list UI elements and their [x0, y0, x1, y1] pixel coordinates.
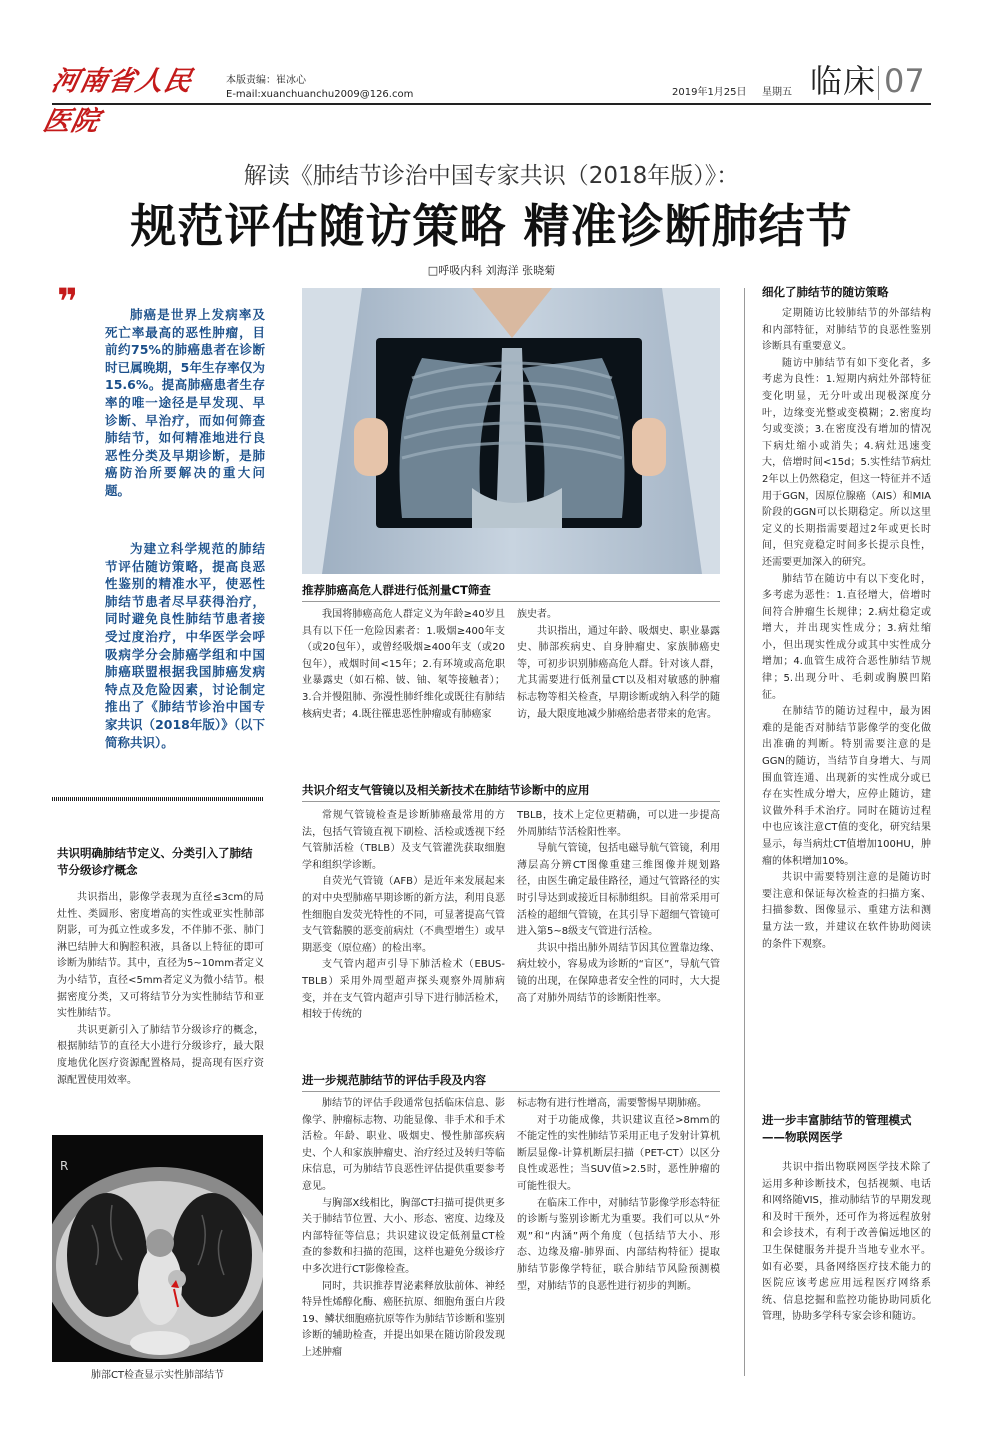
section-body-screening-col1: [302, 607, 505, 723]
paragraph: 共识指出，影像学表现为直径≤3cm的局灶性、类圆形、密度增高的实性或亚实性肺部阴影，可为孤立性或多发，不伴肺不张、肺门淋巴结肿大和胸腔积液，具备以上特征的即可诊断为肺结节。其中，直径为5~10mm者定义为小结节，直径<5mm者定义为微小结节。根据密度分类，又可将结节分为实性肺结节和亚实性肺结节。: [57, 892, 264, 1020]
page-number: 07: [884, 62, 925, 100]
paragraph: 族史者。: [517, 609, 557, 620]
lead-paragraph-1: 肺癌是世界上发病率及死亡率最高的恶性肿瘤，目前约75%的肺癌患者在诊断时已属晚期，5年生存率仅为15.6%。提高肺癌患者生存率的唯一途径是早发现、早诊断、早治疗，而如何筛查肺结节，如何精准地进行良恶性分类及早期诊断，是肺癌防治所要解决的重大问题。: [105, 307, 265, 498]
paragraph: 肺结节在随访中有以下变化时，多考虑为恶性：1.直径增大，倍增时间符合肿瘤生长规律；2.病灶稳定或增大，并出现实性成分；3.病灶缩小，但出现实性成分或其中实性成分增加；4.血管生成符合恶性肺结节规律；5.出现分叶、毛刺或胸膜凹陷征。: [762, 573, 931, 701]
xray-photo: [302, 288, 720, 574]
header-rule: [52, 103, 931, 105]
section-rule: [302, 1091, 720, 1092]
section-heading-screening: 推荐肺癌高危人群进行低剂量CT筛查: [302, 583, 491, 597]
section-body-screening-col2: [517, 607, 720, 723]
issue-weekday: 星期五: [762, 87, 792, 98]
paragraph: 在临床工作中，对肺结节影像学形态特征的诊断与鉴别诊断尤为重要。我们可以从“外观”和“内涵”两个角度（包括结节大小、形态、边缘及瘤-肺界面、内部结构特征）提取肺结节影像学特征，联合肺结节风险预测模型，对肺结节的良恶性进行初步的判断。: [517, 1197, 720, 1292]
paragraph: 导航气管镜，包括电磁导航气管镜，利用薄层高分辨CT图像重建三维图像并规划路径，由医生确定最佳路径，通过气管路径的实时引导达到或接近目标肺组织。目前常采用可活检的超细气管镜，在其引导下超细气管镜可进入第5~8级支气管进行活检。: [517, 843, 720, 938]
section-divider: [878, 66, 879, 100]
section-body-evaluation-col2: [517, 1096, 720, 1295]
paragraph: 与胸部X线相比，胸部CT扫描可提供更多关于肺结节位置、大小、形态、密度、边缘及内部特征等信息；共识建议设定低剂量CT检查的参数和扫描的范围，这样也避免分级诊疗中多次进行CT影像检查。: [302, 1197, 505, 1275]
section-rule: [302, 601, 720, 602]
paragraph: 定期随访比较肺结节的外部结构和内部特征，对肺结节的良恶性鉴别诊断具有重要意义。: [762, 308, 931, 353]
paragraph: 同时，共识推荐胃泌素释放肽前体、神经特异性烯醇化酶、癌胚抗原、细胞角蛋白片段19、鳞状细胞癌抗原等作为肺结节诊断和鉴别诊断的辅助检查，并提出如果在随访阶段发现上述肿瘤: [302, 1280, 505, 1358]
paragraph: 共识中指出物联网医学技术除了运用多种诊断技术，包括视频、电话和网络随VIS，推动肺结节的早期发现和及时干预外，还可作为将远程放射和会诊技术，有利于改善偏远地区的卫生保健服务并提升当地专业水平。如有必要，具备网络医疗技术能力的医院应该考虑应用远程医疗网络系统、信息挖掘和监控功能协助同质化管理，协助多学科专家会诊和随访。: [762, 1162, 931, 1323]
section-body-followup: [762, 306, 931, 953]
paragraph: 支气管内超声引导下肺活检术（EBUS-TBLB）采用外周型超声探头观察外周肺病变，并在支气管内超声引导下进行肺活检术，相较于传统的: [302, 959, 505, 1021]
column-divider: [744, 288, 745, 1376]
lead-divider: [52, 797, 264, 801]
section-body-definition: [57, 890, 264, 1089]
section-name: 临床: [810, 62, 877, 100]
lung-ct-image: [52, 1135, 263, 1362]
section-body-iot-medicine: [762, 1160, 931, 1326]
paragraph: 标志物有进行性增高，需要警惕早期肺癌。: [517, 1098, 707, 1109]
section-heading-iot-medicine: 进一步丰富肺结节的管理模式——物联网医学: [762, 1113, 912, 1144]
paragraph: 肺结节的评估手段通常包括临床信息、影像学、肿瘤标志物、功能显像、非手术和手术活检。年龄、职业、吸烟史、慢性肺部疾病史、个人和家族肿瘤史、治疗经过及转归等临床信息，可为肺结节良恶性评估提供重要参考意见。: [302, 1098, 505, 1192]
ct-orientation-marker: R: [60, 1159, 69, 1173]
paragraph: 共识中需要特别注意的是随访时要注意和保证每次检查的扫描方案、扫描参数、图像显示、重建方法和测量方法一致，并建议在软件协助阅读的条件下观察。: [762, 872, 931, 950]
lead-paragraph-2: 为建立科学规范的肺结节评估随访策略，提高良恶性鉴别的精准水平，使恶性肺结节患者尽早获得治疗，同时避免良性肺结节患者接受过度治疗，中华医学会呼吸病学分会肺癌学组和中国肺癌联盟根据我国肺癌发病特点及危险因素，讨论制定推出了《肺结节诊治中国专家共识（2018年版）》（以下简称共识）。: [105, 541, 265, 750]
section-rule: [302, 801, 720, 802]
section-body-bronchoscopy-col2: [517, 808, 720, 1007]
section-heading-followup: 细化了肺结节的随访策略: [762, 285, 889, 299]
paragraph: 自荧光气管镜（AFB）是近年来发展起来的对中央型肺癌早期诊断的新方法，利用良恶性细胞自发荧光特性的不同，可显著提高气管支气管黏膜的恶变前病灶（不典型增生）或早期恶变（原位癌）的检出率。: [302, 876, 505, 954]
issue-date: 2019年1月25日: [672, 87, 747, 98]
section-heading-evaluation: 进一步规范肺结节的评估手段及内容: [302, 1073, 486, 1087]
paragraph: 常规气管镜检查是诊断肺癌最常用的方法，包括气管镜直视下刷检、活检或透视下经气管肺活检（TBLB）及支气管灌洗获取细胞学和组织学诊断。: [302, 810, 505, 871]
paragraph: 共识指出，通过年龄、吸烟史、职业暴露史、肺部疾病史、自身肿瘤史、家族肺癌史等，可初步识别肺癌高危人群。针对该人群，尤其需要进行低剂量CT以及相对敏感的肿瘤标志物等相关检查，早期诊断或纳入科学的随访，最大限度地减少肺癌给患者带来的危害。: [517, 625, 720, 720]
editor-email: E-mail:xuanchuanchu2009@126.com: [226, 89, 414, 100]
ct-image-caption: 肺部CT检查显示实性肺部结节: [90, 1370, 225, 1381]
section-heading-definition: 共识明确肺结节定义、分类引入了肺结节分级诊疗概念: [57, 846, 253, 877]
newspaper-logo: 河南省人民医院: [40, 66, 196, 137]
paragraph: 随访中肺结节有如下变化者，多考虑为良性：1.短期内病灶外部特征变化明显，无分叶或出现极深度分叶，边缘变光整或变模糊；2.密度均匀或变淡；3.在密度没有增加的情况下病灶缩小或消失；4.病灶迅速变大，倍增时间<15d；5.实性结节病灶2年以上仍然稳定，但这一特征并不适用于GGN，因原位腺癌（AIS）和MIA阶段的GGN可以长期稳定。所以这里定义的长期指需要超过2年或更长时间，但究竟稳定时间多长提示良性，还需要更加深入的研究。: [762, 357, 931, 568]
paragraph: TBLB，技术上定位更精确，可以进一步提高外周肺结节活检阳性率。: [517, 810, 720, 838]
article-byline: □呼吸内科 刘海洋 张晓菊: [427, 264, 556, 277]
article-kicker: 解读《肺结节诊治中国专家共识（2018年版）》：: [243, 163, 740, 189]
paragraph: 共识更新引入了肺结节分级诊疗的概念，根据肺结节的直径大小进行分级诊疗，最大限度地优化医疗资源配置格局，提高现有医疗资源配置使用效率。: [57, 1024, 264, 1086]
paragraph: 对于功能成像，共识建议直径>8mm的不能定性的实性肺结节采用正电子发射计算机断层显像-计算机断层扫描（PET-CT）以区分良性或恶性；当SUV值>2.5时，恶性肿瘤的可能性很大。: [517, 1114, 720, 1192]
article-title: 规范评估随访策略 精准诊断肺结节: [130, 199, 853, 253]
paragraph: 在肺结节的随访过程中，最为困难的是能否对肺结节影像学的变化做出准确的判断。特别需要注意的是GGN的随访，当结节自身增大、与周围血管连通、出现新的实性成分或已存在实性成分增大，应停止随访，建议做外科手术治疗。同时在随访过程中也应该注意CT值的变化，研究结果显示，每当病灶CT值增加100HU，肿瘤的体积增加10%。: [762, 706, 931, 867]
quote-mark-icon: ❜❜: [57, 282, 74, 323]
paragraph: 我国将肺癌高危人群定义为年龄≥40岁且具有以下任一危险因素者：1.吸烟≥400年支（或20包年），或曾经吸烟≥400年支（或20包年），戒烟时间<15年；2.有环境或高危职业暴露史（如石棉、铍、铀、氡等接触者）；3.合并慢阻肺、弥漫性肺纤维化或既往有肺结核病史者；4.既往罹患恶性肿瘤或有肺癌家: [302, 609, 505, 720]
section-body-evaluation-col1: [302, 1096, 505, 1362]
editor-credit: 本版责编：崔冰心: [226, 75, 306, 86]
section-heading-bronchoscopy: 共识介绍支气管镜以及相关新技术在肺结节诊断中的应用: [302, 783, 590, 797]
section-body-bronchoscopy-col1: [302, 808, 505, 1024]
paragraph: 共识中指出肺外周结节因其位置靠边缘、病灶较小，容易成为诊断的“盲区”，导航气管镜的出现，在保障患者安全性的同时，大大提高了对肺外周结节的诊断阳性率。: [517, 942, 720, 1004]
